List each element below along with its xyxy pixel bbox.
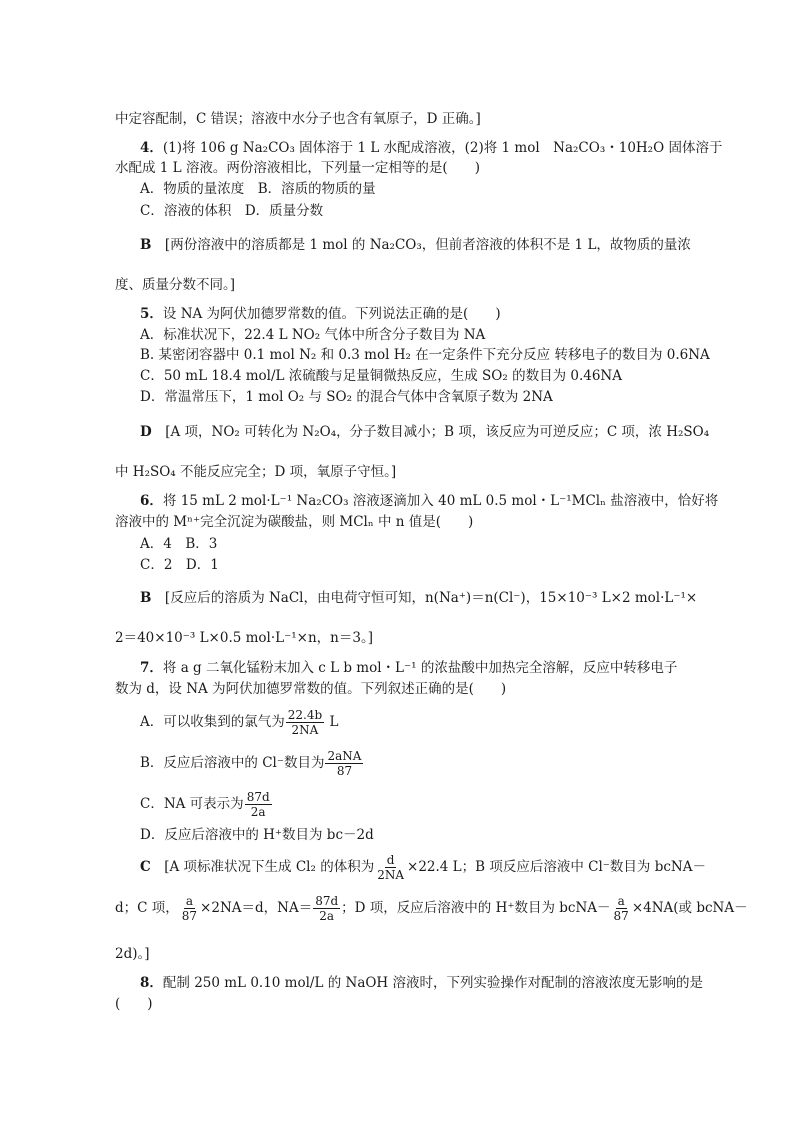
fraction: $\frac{87d}{2a}$ <box>315 894 339 923</box>
text-line: 中定容配制，C 错误；溶液中水分子也含有氧原子，D 正确。] <box>115 111 481 127</box>
text-line: 度、质量分数不同。] <box>115 277 236 293</box>
option-line: C．2 D．1 <box>140 557 219 573</box>
fraction: $\frac{a}{87}$ <box>181 894 198 923</box>
fraction: $\frac{d}{2NA}$ <box>377 853 405 882</box>
answer-4: B [两份溶液中的溶质都是 1 mol 的 Na₂CO₃，但前者溶液的体积不是 1 L，故物质的量浓 <box>140 237 691 253</box>
text-line: 溶液中的 Mⁿ⁺完全沉淀为碳酸盐，则 MClₙ 中 n 值是( ) <box>115 514 474 530</box>
option-line: D．反应后溶液中的 H⁺数目为 bc－2d <box>140 827 374 843</box>
answer-6: B [反应后的溶质为 NaCl，由电荷守恒可知，n(Na⁺)＝n(Cl⁻)，15×10⁻³ L×2 mol·L⁻¹× <box>140 590 698 606</box>
text-line: 中 H₂SO₄ 不能反应完全；D 项，氧原子守恒。] <box>115 464 397 480</box>
question-7: 7．将 a g 二氧化锰粉末加入 c L b mol・L⁻¹ 的浓盐酸中加热完全溶解，反应中转移电子 <box>140 660 678 676</box>
question-5: 5．设 NA 为阿伏加德罗常数的值。下列说法正确的是( ) <box>140 306 501 322</box>
answer-7: C [A 项标准状况下生成 Cl₂ 的体积为 $\frac{d}{2NA}$ ×22.4 L；B 项反应后溶液中 Cl⁻数目为 bcNA－ <box>140 853 706 882</box>
option-line: A．4 B．3 <box>140 536 218 552</box>
fraction: $\frac{22.4b}{2NA}$ <box>287 708 323 737</box>
text-line: ( ) <box>115 996 153 1012</box>
option-line: C．溶液的体积 D．质量分数 <box>140 203 324 219</box>
option-line: C．50 mL 18.4 mol/L 浓硫酸与足量铜微热反应，生成 SO₂ 的数目为 0.46NA <box>140 368 622 384</box>
fraction: $\frac{87d}{2a}$ <box>246 790 270 819</box>
option-line: A．物质的量浓度 B．溶质的物质的量 <box>140 181 376 197</box>
text-line: 2d)。] <box>115 946 150 962</box>
option-line: B. 某密闭容器中 0.1 mol N₂ 和 0.3 mol H₂ 在一定条件下充分反应 转移电子的数目为 0.6NA <box>140 347 710 363</box>
question-6: 6．将 15 mL 2 mol·L⁻¹ Na₂CO₃ 溶液逐滴加入 40 mL 0.5 mol・L⁻¹MClₙ 盐溶液中，恰好将 <box>140 493 719 509</box>
text-line: 2＝40×10⁻³ L×0.5 mol·L⁻¹×n，n＝3。] <box>115 630 373 646</box>
question-4: 4．(1)将 106 g Na₂CO₃ 固体溶于 1 L 水配成溶液，(2)将 1 mol Na₂CO₃・10H₂O 固体溶于 <box>140 140 723 156</box>
fraction: $\frac{\text{2aNA}}{87}$ <box>327 749 362 778</box>
question-8: 8．配制 250 mL 0.10 mol/L 的 NaOH 溶液时，下列实验操作对配制的溶液浓度无影响的是 <box>140 975 703 991</box>
option-line: B．反应后溶液中的 Cl⁻数目为 $\frac{\text{2aNA}}{87}$ <box>140 749 362 778</box>
option-line: D．常温常压下，1 mol O₂ 与 SO₂ 的混合气体中含氧原子数为 2NA <box>140 389 553 405</box>
answer-5: D [A 项，NO₂ 可转化为 N₂O₄，分子数目减小；B 项，该反应为可逆反应；C 项，浓 H₂SO₄ <box>140 424 710 440</box>
text-line: d；C 项， $\frac{a}{87}$ ×2NA＝d，NA＝ $\frac{87d}{2a}$ ；D 项，反应后溶液中的 H⁺数目为 bcNA－ $\frac{a}{87}$ ×4NA(或 bcNA－ <box>115 894 748 923</box>
text-line: 数为 d，设 NA 为阿伏加德罗常数的值。下列叙述正确的是( ) <box>115 681 507 697</box>
option-line: C．NA 可表示为 $\frac{87d}{2a}$ <box>140 790 270 819</box>
option-line: A．标准状况下，22.4 L NO₂ 气体中所含分子数目为 NA <box>140 327 486 343</box>
fraction: $\frac{a}{87}$ <box>613 894 629 923</box>
option-line: A．可以收集到的氯气为 $\frac{22.4b}{2NA}$ L <box>140 708 339 737</box>
text-line: 水配成 1 L 溶液。两份溶液相比，下列量一定相等的是( ) <box>115 160 480 176</box>
